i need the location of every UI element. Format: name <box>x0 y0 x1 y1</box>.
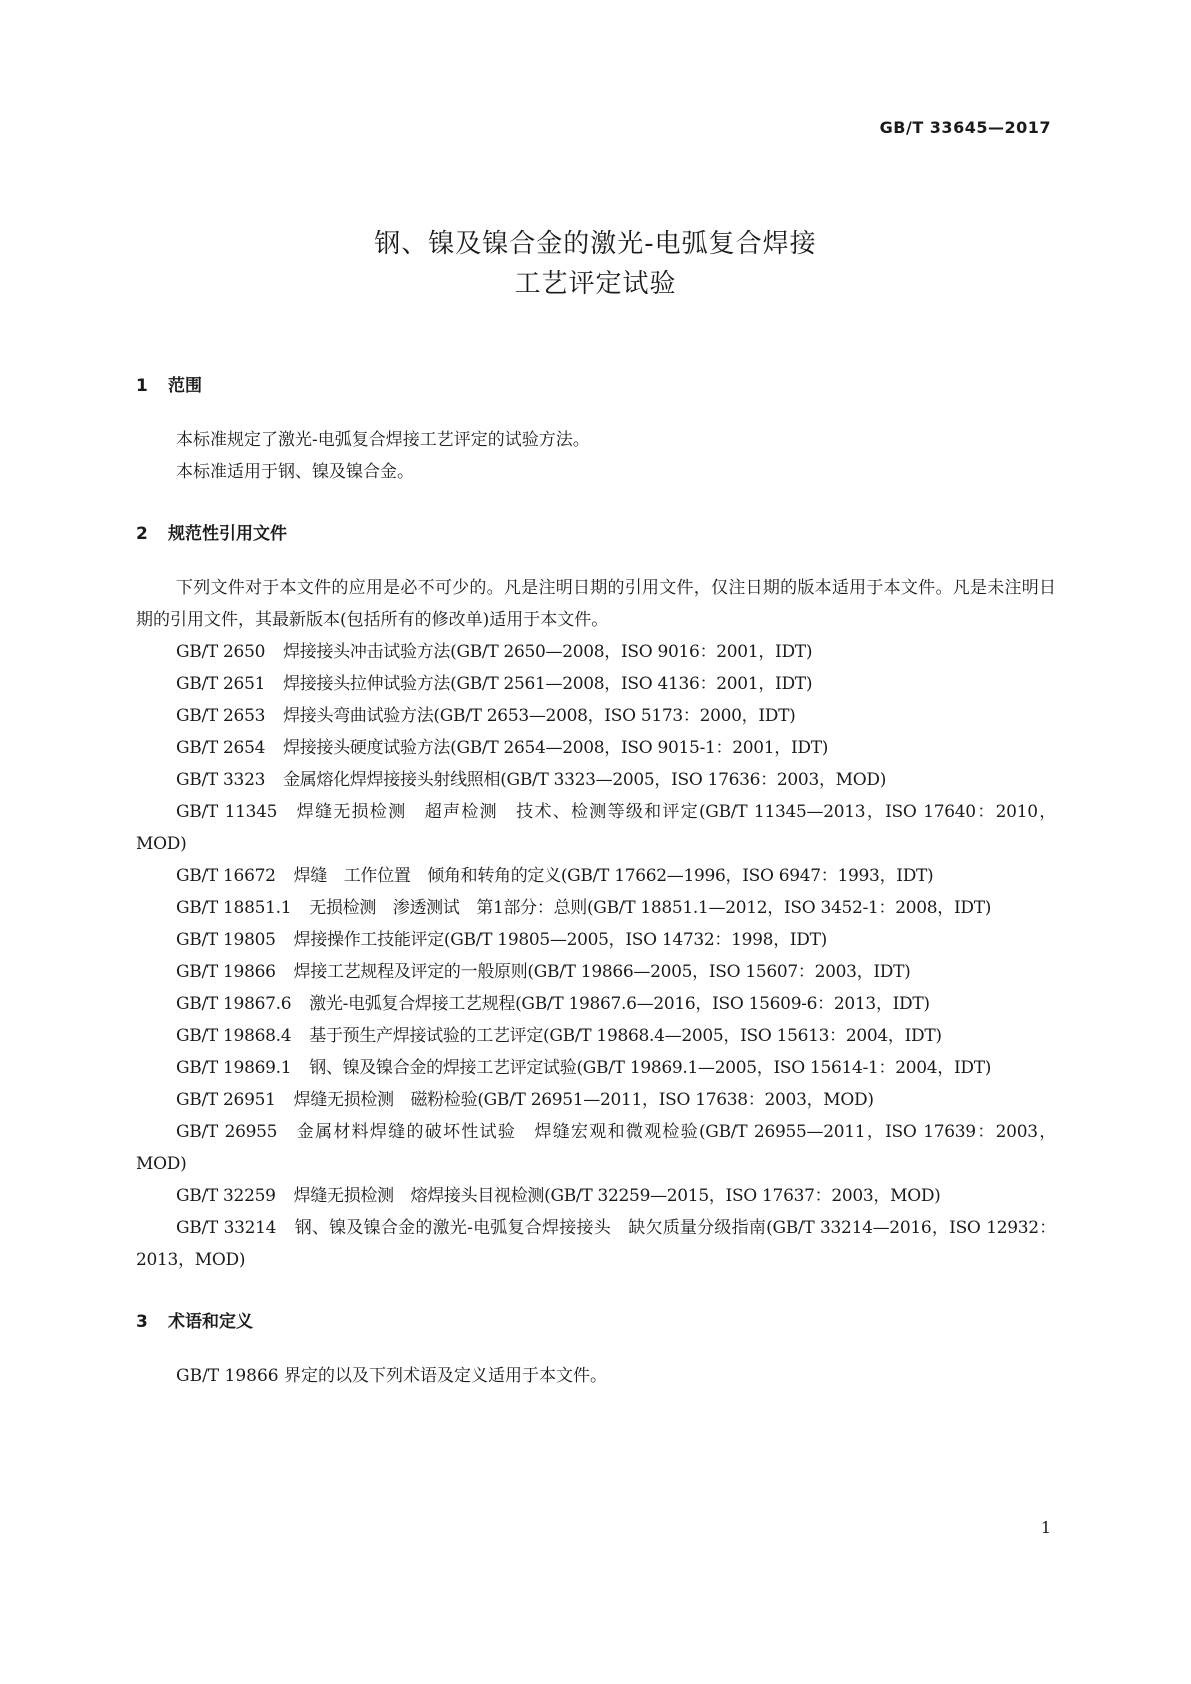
reference-code: GB/T 16672 <box>176 866 276 886</box>
reference-code: GB/T 18851.1 <box>176 898 292 918</box>
reference-list <box>136 636 1056 1276</box>
reference-text: 焊接接头硬度试验方法(GB/T 2654—2008，ISO 9015-1：2001，IDT) <box>283 738 829 758</box>
reference-text: 焊缝 工作位置 倾角和转角的定义(GB/T 17662—1996，ISO 6947：1993，IDT) <box>293 866 934 886</box>
reference-code: GB/T 19868.4 <box>176 1026 292 1046</box>
reference-text: 焊缝无损检测 磁粉检验(GB/T 26951—2011，ISO 17638：2003，MOD) <box>293 1090 874 1110</box>
reference-text: 焊接接头拉伸试验方法(GB/T 2561—2008，ISO 4136：2001，IDT) <box>283 674 813 694</box>
reference-item <box>136 700 1056 732</box>
reference-code: GB/T 2650 <box>176 642 266 662</box>
reference-text: 基于预生产焊接试验的工艺评定(GB/T 19868.4—2005，ISO 15613：2004，IDT) <box>309 1026 942 1046</box>
section-heading-scope <box>136 370 1056 402</box>
reference-item <box>136 1052 1056 1084</box>
section-title: 范围 <box>168 376 202 396</box>
reference-text: 钢、镍及镍合金的激光-电弧复合焊接接头 缺欠质量分级指南(GB/T 33214—2016，ISO 12932：2013，MOD) <box>136 1218 1057 1270</box>
terms-paragraph: GB/T 19866 界定的以及下列术语及定义适用于本文件。 <box>176 1366 608 1386</box>
reference-code: GB/T 19805 <box>176 930 276 950</box>
reference-item <box>136 1116 1056 1180</box>
reference-text: 无损检测 渗透测试 第1部分：总则(GB/T 18851.1—2012，ISO 3452-1：2008，IDT) <box>309 898 992 918</box>
section-title: 术语和定义 <box>168 1312 253 1332</box>
reference-text: 焊接操作工技能评定(GB/T 19805—2005，ISO 14732：1998，IDT) <box>293 930 828 950</box>
title-line-1: 钢、镍及镍合金的激光-电弧复合焊接 <box>374 229 817 259</box>
section-number: 2 <box>136 524 148 544</box>
section-heading-terms <box>136 1306 1056 1338</box>
document-title <box>0 224 1191 304</box>
reference-text: 焊接工艺规程及评定的一般原则(GB/T 19866—2005，ISO 15607：2003，IDT) <box>293 962 911 982</box>
reference-code: GB/T 2653 <box>176 706 266 726</box>
reference-text: 焊缝无损检测 熔焊接头目视检测(GB/T 32259—2015，ISO 17637：2003，MOD) <box>293 1186 941 1206</box>
reference-code: GB/T 26951 <box>176 1090 276 1110</box>
section-title: 规范性引用文件 <box>168 524 287 544</box>
reference-item <box>136 1020 1056 1052</box>
reference-item <box>136 668 1056 700</box>
reference-item <box>136 956 1056 988</box>
reference-code: GB/T 11345 <box>176 802 278 822</box>
reference-text: 激光-电弧复合焊接工艺规程(GB/T 19867.6—2016，ISO 15609-6：2013，IDT) <box>309 994 930 1014</box>
document-body <box>136 370 1056 1392</box>
page-number: 1 <box>1040 1518 1051 1537</box>
reference-item <box>136 764 1056 796</box>
reference-code: GB/T 2651 <box>176 674 266 694</box>
references-intro: 下列文件对于本文件的应用是必不可少的。凡是注明日期的引用文件，仅注日期的版本适用于本文件。凡是未注明日期的引用文件，其最新版本(包括所有的修改单)适用于本文件。 <box>136 578 1056 630</box>
section-number: 1 <box>136 376 148 396</box>
reference-item <box>136 732 1056 764</box>
reference-item <box>136 1212 1056 1276</box>
section-number: 3 <box>136 1312 148 1332</box>
reference-text: 焊接头弯曲试验方法(GB/T 2653—2008，ISO 5173：2000，IDT) <box>283 706 796 726</box>
reference-code: GB/T 19869.1 <box>176 1058 292 1078</box>
title-line-2: 工艺评定试验 <box>514 269 677 299</box>
section-heading-references <box>136 518 1056 550</box>
reference-item <box>136 892 1056 924</box>
reference-code: GB/T 32259 <box>176 1186 276 1206</box>
reference-item <box>136 988 1056 1020</box>
reference-text: 焊接接头冲击试验方法(GB/T 2650—2008，ISO 9016：2001，IDT) <box>283 642 813 662</box>
reference-item <box>136 924 1056 956</box>
reference-text: 钢、镍及镍合金的焊接工艺评定试验(GB/T 19869.1—2005，ISO 15614-1：2004，IDT) <box>309 1058 992 1078</box>
reference-code: GB/T 33214 <box>176 1218 277 1238</box>
reference-item <box>136 1180 1056 1212</box>
reference-text: 金属熔化焊焊接接头射线照相(GB/T 3323—2005，ISO 17636：2003，MOD) <box>283 770 887 790</box>
reference-item <box>136 1084 1056 1116</box>
scope-paragraph: 本标准适用于钢、镍及镍合金。 <box>176 462 414 482</box>
reference-code: GB/T 19867.6 <box>176 994 292 1014</box>
scope-paragraph: 本标准规定了激光-电弧复合焊接工艺评定的试验方法。 <box>176 430 590 450</box>
reference-item <box>136 796 1056 860</box>
reference-code: GB/T 19866 <box>176 962 276 982</box>
standard-code: GB/T 33645—2017 <box>879 118 1051 137</box>
reference-code: GB/T 2654 <box>176 738 266 758</box>
reference-code: GB/T 26955 <box>176 1122 278 1142</box>
reference-code: GB/T 3323 <box>176 770 266 790</box>
reference-item <box>136 860 1056 892</box>
reference-text: 金属材料焊缝的破坏性试验 焊缝宏观和微观检验(GB/T 26955—2011，ISO 17639：2003，MOD) <box>136 1122 1057 1174</box>
reference-text: 焊缝无损检测 超声检测 技术、检测等级和评定(GB/T 11345—2013，ISO 17640：2010，MOD) <box>136 802 1057 854</box>
reference-item <box>136 636 1056 668</box>
